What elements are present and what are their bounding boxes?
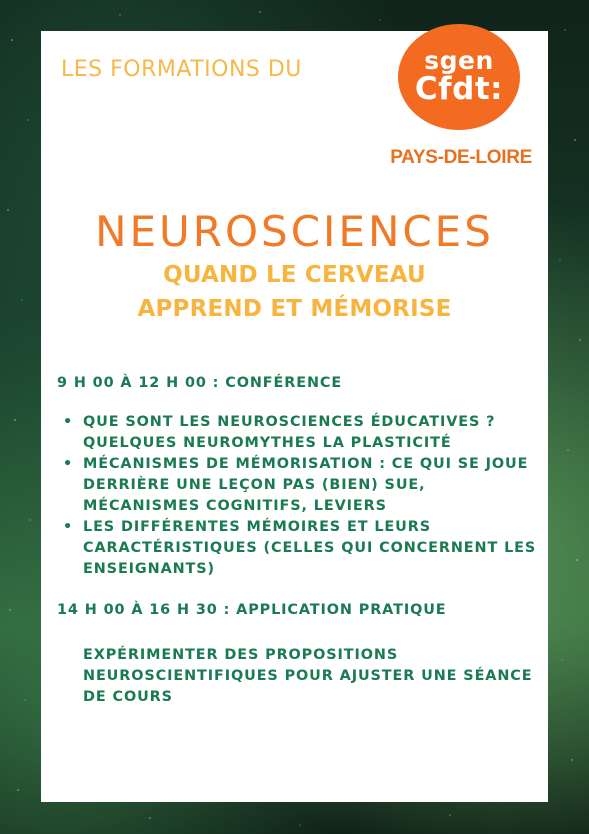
logo-line-1: sgen <box>424 46 494 75</box>
region-label: PAYS-DE-LOIRE <box>390 147 532 168</box>
program-content <box>57 373 537 708</box>
list-item <box>57 454 537 517</box>
subtitle <box>41 258 548 326</box>
bullet-icon: • <box>63 414 74 430</box>
bullet-icon: • <box>63 519 74 535</box>
list-item-text: MÉCANISMES DE MÉMORISATION : CE QUI SE JOUE DERRIÈRE UNE LEÇON PAS (BIEN) SUE, MÉCANISMES COGNITIFS, LEVIERS <box>83 456 529 514</box>
bullet-icon: • <box>63 456 74 472</box>
list-item-text: QUE SONT LES NEUROSCIENCES ÉDUCATIVES ? QUELQUES NEUROMYTHES LA PLASTICITÉ <box>83 414 496 451</box>
flyer-card <box>41 31 548 802</box>
list-item <box>57 412 537 454</box>
afternoon-text: EXPÉRIMENTER DES PROPOSITIONS NEUROSCIENTIFIQUES POUR AJUSTER UNE SÉANCE DE COURS <box>83 647 533 705</box>
morning-heading: 9 H 00 À 12 H 00 : CONFÉRENCE <box>57 375 343 391</box>
subtitle-line-2: APPREND ET MÉMORISE <box>137 296 452 322</box>
morning-items <box>57 412 537 580</box>
main-title: NEUROSCIENCES <box>95 207 494 256</box>
sgen-cfdt-logo <box>398 24 520 130</box>
series-label: LES FORMATIONS DU <box>61 57 302 82</box>
list-item <box>57 517 537 580</box>
logo-line-2: Cfdt: <box>414 71 504 107</box>
list-item-text: LES DIFFÉRENTES MÉMOIRES ET LEURS CARACTÉRISTIQUES (CELLES QUI CONCERNENT LES ENSEIGNANTS) <box>83 519 537 577</box>
afternoon-heading: 14 H 00 À 16 H 30 : APPLICATION PRATIQUE <box>57 602 447 618</box>
subtitle-line-1: QUAND LE CERVEAU <box>163 262 426 288</box>
